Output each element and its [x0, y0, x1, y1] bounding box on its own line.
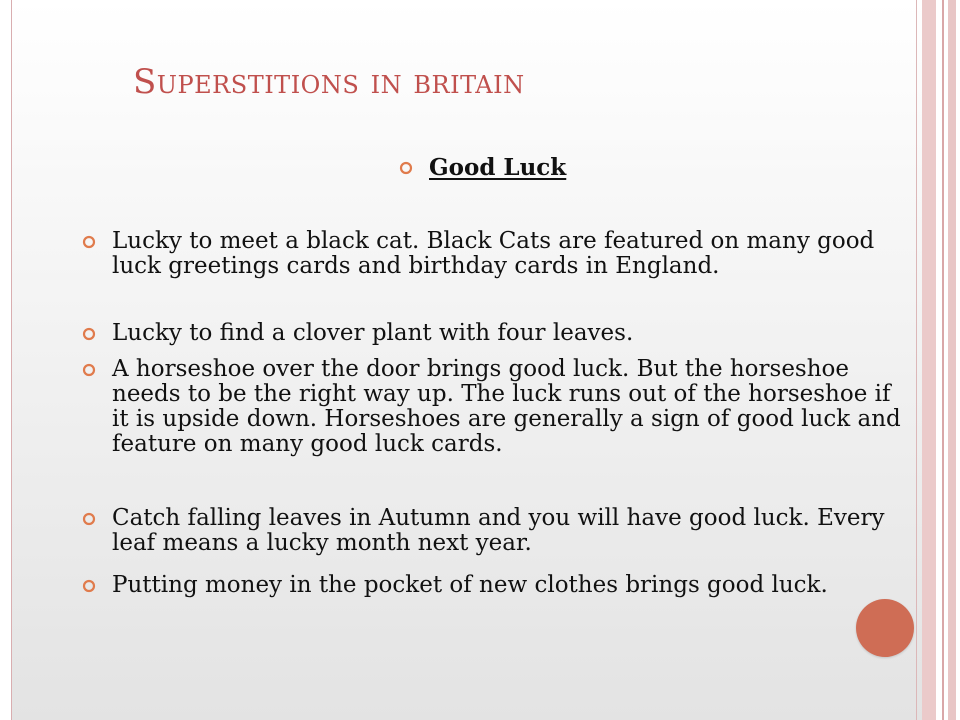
ring-bullet-icon	[82, 512, 96, 526]
bullet-text: Lucky to find a clover plant with four leaves.	[112, 320, 634, 346]
left-border	[0, 0, 12, 720]
ring-bullet-icon	[82, 363, 96, 377]
right-frame-line	[942, 0, 944, 720]
bullet-text: Lucky to meet a black cat. Black Cats are featured on many good luck greetings cards and birthday cards in England.	[112, 228, 875, 279]
ring-bullet-icon	[82, 235, 96, 249]
ring-bullet-icon	[82, 579, 96, 593]
ring-bullet-icon	[399, 161, 413, 175]
circle-accent	[856, 599, 914, 657]
subheading: Good Luck	[429, 154, 567, 181]
slide-title: Superstitions in britain	[133, 62, 525, 102]
bullet-item	[82, 573, 902, 598]
bullet-text: Catch falling leaves in Autumn and you will have good luck. Every leaf means a lucky month next year.	[112, 505, 885, 556]
bullet-item	[82, 229, 902, 279]
bullet-text: Putting money in the pocket of new clothes brings good luck.	[112, 572, 828, 598]
right-frame-band	[948, 0, 956, 720]
right-frame-band	[922, 0, 936, 720]
right-frame-line	[916, 0, 917, 720]
bullet-item	[82, 506, 902, 556]
bullet-item	[82, 321, 902, 346]
ring-bullet-icon	[82, 327, 96, 341]
subheading-item	[399, 154, 566, 181]
bullet-text: A horseshoe over the door brings good luck. But the horseshoe needs to be the right way up. The luck runs out of the horseshoe if it is upside down. Horseshoes are generally a sign of good luck and feature on many good luck cards.	[112, 356, 901, 457]
bullet-item	[82, 357, 902, 457]
